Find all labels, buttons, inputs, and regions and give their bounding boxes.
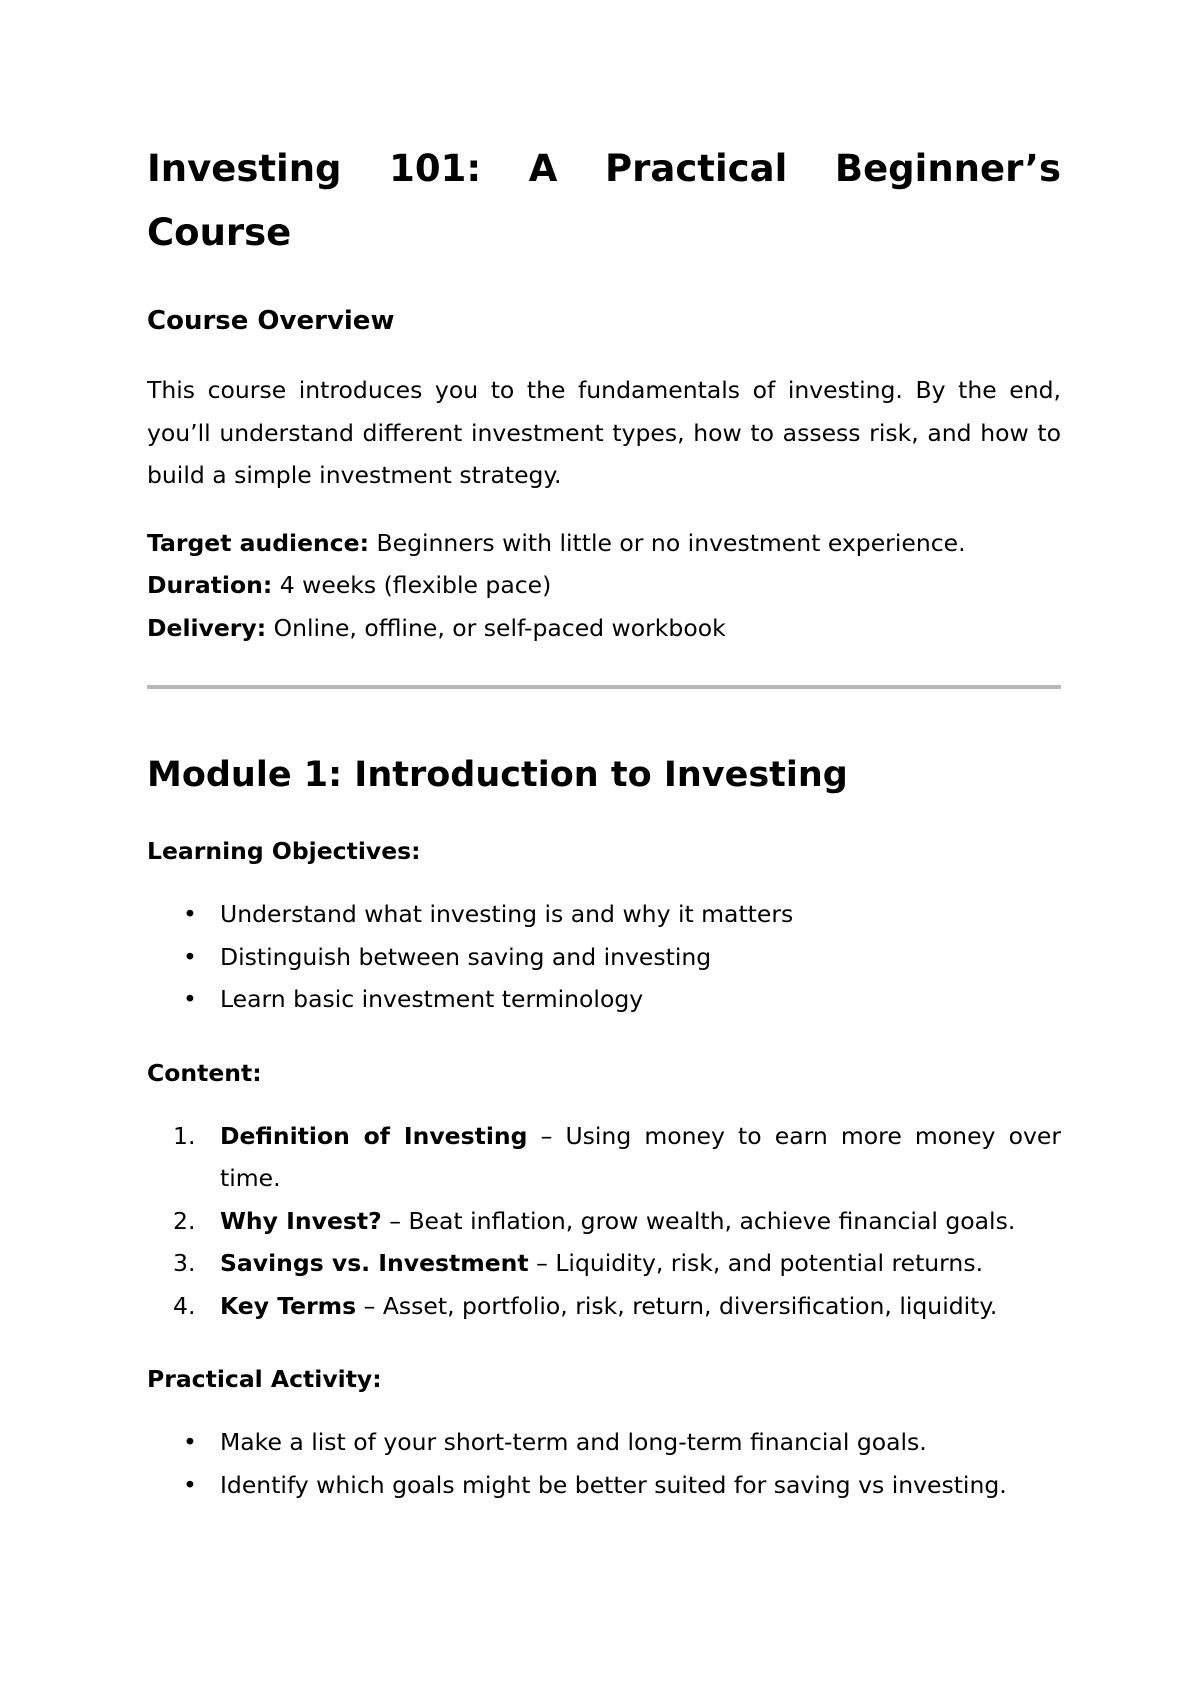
content-description: – Beat inflation, grow wealth, achieve financial goals.: [381, 1206, 1016, 1235]
content-description: – Asset, portfolio, risk, return, diversification, liquidity.: [356, 1291, 998, 1320]
practical-activity-heading: Practical Activity:: [147, 1365, 382, 1393]
detail-label: Delivery:: [147, 613, 267, 642]
detail-label: Target audience:: [147, 528, 370, 557]
list-item-text: Learn basic investment terminology: [220, 985, 644, 1013]
detail-value: Beginners with little or no investment experience.: [369, 528, 966, 557]
detail-delivery: [147, 607, 1061, 650]
list-item: [147, 978, 1061, 1021]
bullet-icon: •: [183, 985, 197, 1013]
list-item: [147, 1242, 1061, 1285]
detail-label: Duration:: [147, 571, 273, 599]
content-list: [147, 1115, 1061, 1328]
practical-activity-list: [147, 1421, 1061, 1506]
content-term: Why Invest?: [220, 1206, 382, 1235]
content-description: – Liquidity, risk, and potential returns.: [528, 1249, 984, 1277]
list-item: [147, 1421, 1061, 1464]
content-term: Key Terms: [220, 1291, 357, 1320]
content-term: Savings vs. Investment: [220, 1249, 529, 1277]
list-number: 2.: [173, 1206, 196, 1235]
content-term: Definition of Investing: [220, 1121, 528, 1150]
document-title: Investing 101: A Practical Beginner’s Course: [147, 147, 1061, 254]
course-overview-heading: Course Overview: [147, 306, 395, 336]
bullet-icon: •: [183, 1428, 197, 1456]
detail-value: Online, offline, or self-paced workbook: [266, 613, 726, 642]
list-number: 3.: [173, 1249, 196, 1277]
list-item: [147, 1285, 1061, 1328]
list-item-text: Make a list of your short-term and long-term financial goals.: [220, 1428, 927, 1456]
detail-value: 4 weeks (flexible pace): [272, 571, 552, 599]
bullet-icon: •: [183, 1470, 197, 1499]
list-item: [147, 936, 1061, 979]
horizontal-divider: [147, 685, 1061, 689]
content-heading: Content:: [147, 1058, 262, 1087]
content-description: – Using money to earn more money over time.: [220, 1121, 1061, 1192]
course-details: [147, 522, 1061, 650]
list-item: [147, 893, 1061, 936]
list-number: 4.: [173, 1291, 196, 1320]
list-item: [147, 1200, 1061, 1243]
list-item-text: Distinguish between saving and investing: [220, 942, 712, 971]
list-item: [147, 1464, 1061, 1507]
learning-objectives-heading: Learning Objectives:: [147, 837, 421, 865]
bullet-icon: •: [183, 942, 197, 971]
list-item-text: Identify which goals might be better suited for saving vs investing.: [220, 1470, 1007, 1499]
learning-objectives-list: [147, 893, 1061, 1021]
detail-duration: [147, 564, 1061, 607]
bullet-icon: •: [183, 900, 197, 928]
list-item-text: Understand what investing is and why it matters: [220, 900, 794, 928]
module-1-heading: Module 1: Introduction to Investing: [147, 755, 848, 795]
detail-target-audience: [147, 522, 1061, 565]
list-item: [147, 1115, 1061, 1200]
overview-paragraph: This course introduces you to the fundamentals of investing. By the end, you’ll understand different investment types, how to assess risk, and how to build a simple investment strategy.: [147, 376, 1061, 489]
list-number: 1.: [173, 1121, 196, 1150]
